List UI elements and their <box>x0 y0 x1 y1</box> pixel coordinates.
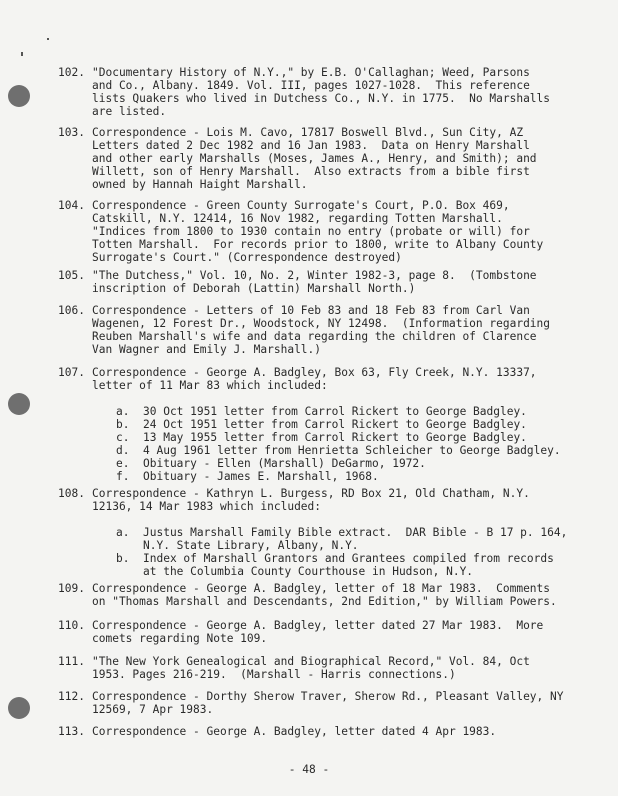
note-text: Correspondence - George A. Badgley, letter dated 4 Apr 1983. <box>92 725 497 738</box>
note-number: 105. <box>58 269 85 282</box>
note-text: "The Dutchess," Vol. 10, No. 2, Winter 1982-3, page 8. (Tombstone inscription of Deborah (Lattin) Marshall North.) <box>92 269 537 295</box>
item-text: Obituary - Ellen (Marshall) DeGarmo, 1972. <box>143 457 426 470</box>
note-103 <box>58 126 598 191</box>
item-letter: e. <box>116 457 130 470</box>
note-text: Correspondence - Dorthy Sherow Traver, Sherow Rd., Pleasant Valley, NY 12569, 7 Apr 1983. <box>92 690 564 716</box>
note-number: 109. <box>58 582 85 595</box>
list-item <box>116 526 598 552</box>
item-letter: b. <box>116 418 130 431</box>
enclosure-list <box>116 526 598 578</box>
item-letter: f. <box>116 470 130 483</box>
list-item <box>116 418 598 431</box>
note-text: Correspondence - Letters of 10 Feb 83 and 18 Feb 83 from Carl Van Wagenen, 12 Forest Dr., Woodstock, NY 12498. (Information regarding Reuben Marshall's wife and data regarding the children of Clarence Van Wagner and Emily J. Marshall.) <box>92 304 551 356</box>
scan-speck <box>21 52 23 56</box>
punch-hole <box>8 85 30 107</box>
note-113 <box>58 725 598 738</box>
note-text: Correspondence - George A. Badgley, Box 63, Fly Creek, N.Y. 13337, letter of 11 Mar 83 which included: <box>92 366 537 392</box>
note-number: 106. <box>58 304 85 317</box>
item-text: 24 Oct 1951 letter from Carrol Rickert to George Badgley. <box>143 418 527 431</box>
note-106 <box>58 304 598 356</box>
page-number: - 48 - <box>288 763 330 776</box>
note-112 <box>58 690 598 716</box>
list-item <box>116 552 598 578</box>
note-108 <box>58 487 598 578</box>
note-104 <box>58 199 598 264</box>
note-110 <box>58 619 598 645</box>
item-text: 30 Oct 1951 letter from Carrol Rickert to George Badgley. <box>143 405 527 418</box>
item-text: Justus Marshall Family Bible extract. DAR Bible - B 17 p. 164, N.Y. State Library, Albany, N.Y. <box>143 526 568 552</box>
note-107 <box>58 366 598 483</box>
note-text: Correspondence - George A. Badgley, letter of 18 Mar 1983. Comments on "Thomas Marshall and Descendants, 2nd Edition," by William Powers. <box>92 582 557 608</box>
note-text: Correspondence - Green County Surrogate's Court, P.O. Box 469, Catskill, N.Y. 12414, 16 Nov 1982, regarding Totten Marshall. "Indices from 1800 to 1930 contain no entry (probate or will) for Totten Marshall. For records prior to 1800, write to Albany County Surrogate's Court." (Correspondence destroyed) <box>92 199 544 264</box>
note-109 <box>58 582 598 608</box>
note-number: 102. <box>58 66 85 79</box>
note-text: "Documentary History of N.Y.," by E.B. O'Callaghan; Weed, Parsons and Co., Albany. 1849. Vol. III, pages 1027-1028. This reference lists Quakers who lived in Dutchess Co., N.Y. in 1775. No Marshalls are listed. <box>92 66 551 118</box>
list-item <box>116 470 598 483</box>
note-number: 111. <box>58 655 85 668</box>
list-item <box>116 405 598 418</box>
note-111 <box>58 655 598 681</box>
item-letter: c. <box>116 431 130 444</box>
scan-speck <box>47 38 49 40</box>
item-text: 13 May 1955 letter from Carrol Rickert to George Badgley. <box>143 431 527 444</box>
list-item <box>116 444 598 457</box>
item-letter: d. <box>116 444 130 457</box>
note-text: Correspondence - George A. Badgley, letter dated 27 Mar 1983. More comets regarding Note 109. <box>92 619 544 645</box>
note-text: Correspondence - Kathryn L. Burgess, RD Box 21, Old Chatham, N.Y. 12136, 14 Mar 1983 which included: <box>92 487 530 513</box>
list-item <box>116 457 598 470</box>
punch-hole <box>8 393 30 415</box>
note-number: 110. <box>58 619 85 632</box>
item-letter: b. <box>116 552 130 565</box>
enclosure-list <box>116 405 598 483</box>
punch-hole <box>8 697 30 719</box>
note-number: 112. <box>58 690 85 703</box>
note-text: Correspondence - Lois M. Cavo, 17817 Boswell Blvd., Sun City, AZ Letters dated 2 Dec 1982 and 16 Jan 1983. Data on Henry Marshall and other early Marshalls (Moses, James A., Henry, and Smith); and Willett, son of Henry Marshall. Also extracts from a bible first owned by Hannah Haight Marshall. <box>92 126 537 191</box>
item-text: Obituary - James E. Marshall, 1968. <box>143 470 379 483</box>
note-number: 108. <box>58 487 85 500</box>
note-number: 107. <box>58 366 85 379</box>
note-105 <box>58 269 598 295</box>
list-item <box>116 431 598 444</box>
note-number: 103. <box>58 126 85 139</box>
note-102 <box>58 66 598 118</box>
item-letter: a. <box>116 405 130 418</box>
item-letter: a. <box>116 526 130 539</box>
note-number: 104. <box>58 199 85 212</box>
item-text: Index of Marshall Grantors and Grantees compiled from records at the Columbia County Courthouse in Hudson, N.Y. <box>143 552 554 578</box>
note-text: "The New York Genealogical and Biographical Record," Vol. 84, Oct 1953. Pages 216-219. (Marshall - Harris connections.) <box>92 655 530 681</box>
note-number: 113. <box>58 725 85 738</box>
item-text: 4 Aug 1961 letter from Henrietta Schleicher to George Badgley. <box>143 444 561 457</box>
